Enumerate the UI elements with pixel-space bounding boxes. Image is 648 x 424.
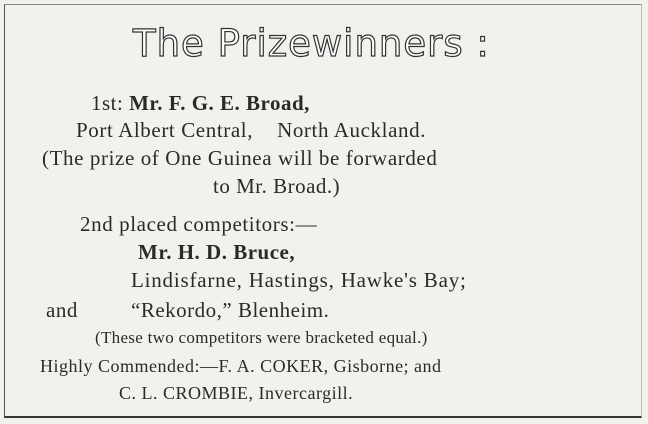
prize-note-line-2: to Mr. Broad.)	[213, 174, 341, 198]
highly-commended-line-1: Highly Commended:—F. A. COKER, Gisborne; and	[40, 356, 442, 376]
first-place-label: 1st:	[91, 91, 124, 115]
first-place-school: Port Albert Central,	[76, 118, 254, 142]
bracketed-note: (These two competitors were bracketed equal.)	[95, 328, 428, 347]
first-place-line	[91, 91, 310, 116]
first-place-address	[76, 118, 426, 143]
first-place-region: North Auckland.	[277, 118, 427, 142]
prize-note-line-1: (The prize of One Guinea will be forwarded	[42, 146, 438, 170]
page-title: The Prizewinners :	[133, 22, 490, 65]
second-competitor-1-address: Lindisfarne, Hastings, Hawke's Bay;	[131, 268, 467, 292]
first-place-name: Mr. F. G. E. Broad,	[129, 91, 310, 115]
highly-commended-line-2: C. L. CROMBIE, Invercargill.	[119, 383, 354, 403]
second-competitor-2: “Rekordo,” Blenheim.	[131, 298, 330, 322]
and-label: and	[46, 298, 78, 322]
second-place-heading: 2nd placed competitors:—	[80, 212, 318, 236]
second-competitor-1-name: Mr. H. D. Bruce,	[138, 240, 296, 264]
second-competitor-2-line	[46, 298, 329, 323]
